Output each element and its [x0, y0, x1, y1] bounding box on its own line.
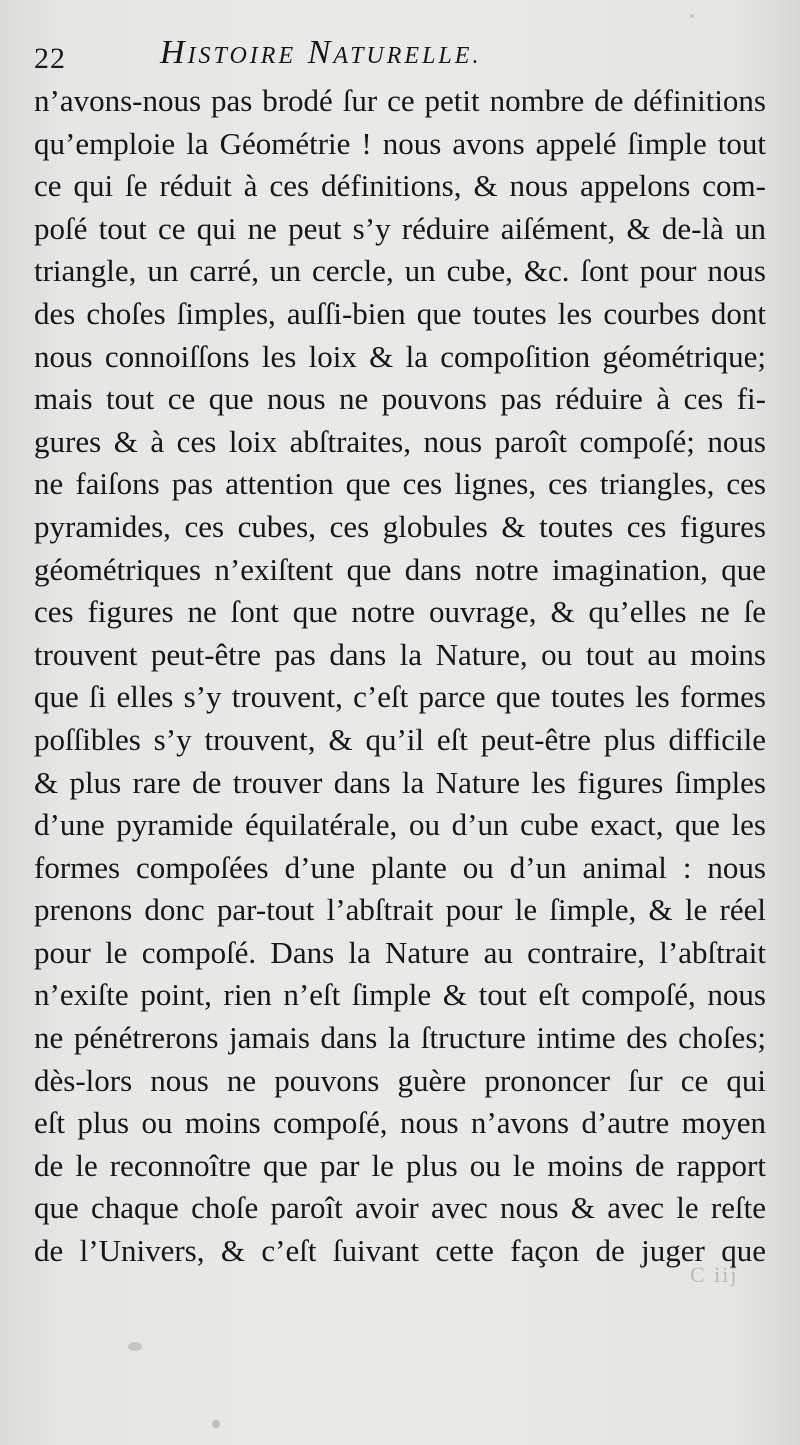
text-line: dès-lors nous ne pouvons guère prononcer ſur ce qui [34, 1062, 766, 1098]
running-head-rest-1: ISTOIRE [187, 43, 297, 69]
page-header [34, 34, 764, 84]
text-line: de le reconnoître que par le plus ou le moins de rapport [34, 1147, 766, 1183]
text-line: que chaque choſe paroît avoir avec nous & avec le reſte [34, 1190, 766, 1226]
text-line: géométriques n’exiſtent que dans notre imagination, que [34, 551, 766, 587]
text-line: trouvent peut-être pas dans la Nature, ou tout au moins [34, 636, 766, 672]
page-number: 22 [34, 42, 66, 75]
text-line: que ſi elles s’y trouvent, c’eſt parce que toutes les formes [34, 679, 766, 715]
text-line: gures & à ces loix abſtraites, nous paroît compoſé; nous [34, 423, 766, 459]
text-line: qu’emploie la Géométrie ! nous avons appelé ſimple tout [34, 125, 766, 161]
paper-speck [128, 1342, 142, 1351]
text-line: ce qui ſe réduit à ces définitions, & nous appelons com- [34, 168, 766, 204]
text-line: nous connoiſſons les loix & la compoſition géométrique; [34, 338, 766, 374]
text-line: ne faiſons pas attention que ces lignes, ces triangles, ces [34, 466, 766, 502]
running-head-initial-1: H [160, 34, 188, 71]
text-line: pyramides, ces cubes, ces globules & toutes ces figures [34, 508, 766, 544]
text-line: des choſes ſimples, auſſi-bien que toutes les courbes dont [34, 295, 766, 331]
text-line: prenons donc par-tout l’abſtrait pour le ſimple, & le réel [34, 892, 766, 928]
text-line: triangle, un carré, un cercle, un cube, &c. ſont pour nous [34, 253, 766, 289]
signature-mark: C iij [690, 1262, 739, 1287]
body-text [34, 80, 766, 1273]
text-line: d’une pyramide équilatérale, ou d’un cube exact, que les [34, 807, 766, 843]
running-head-rest-2: ATURELLE. [333, 43, 482, 69]
text-line: poſſibles s’y trouvent, & qu’il eſt peut-être plus difficile [34, 721, 766, 757]
text-line: ne pénétrerons jamais dans la ſtructure intime des choſes; [34, 1020, 766, 1056]
text-line: & plus rare de trouver dans la Nature les figures ſimples [34, 764, 766, 800]
text-line: n’avons-nous pas brodé ſur ce petit nombre de définitions [34, 83, 766, 118]
text-line: poſé tout ce qui ne peut s’y réduire aiſément, & de-là un [34, 210, 766, 246]
text-line: n’exiſte point, rien n’eſt ſimple & tout eſt compoſé, nous [34, 977, 766, 1013]
text-line: ces figures ne ſont que notre ouvrage, & qu’elles ne ſe [34, 594, 766, 630]
text-line: mais tout ce que nous ne pouvons pas réduire à ces fi- [34, 381, 766, 417]
running-head [160, 34, 481, 72]
paper-speck [690, 14, 694, 18]
paper-speck [212, 1420, 220, 1428]
running-head-initial-2: N [307, 34, 334, 71]
text-line: de l’Univers, & c’eſt ſuivant cette façon de juger que [34, 1233, 766, 1269]
text-line: eſt plus ou moins compoſé, nous n’avons d’autre moyen [34, 1105, 766, 1141]
text-line: formes compoſées d’une plante ou d’un animal : nous [34, 849, 766, 885]
text-line: pour le compoſé. Dans la Nature au contraire, l’abſtrait [34, 934, 766, 970]
